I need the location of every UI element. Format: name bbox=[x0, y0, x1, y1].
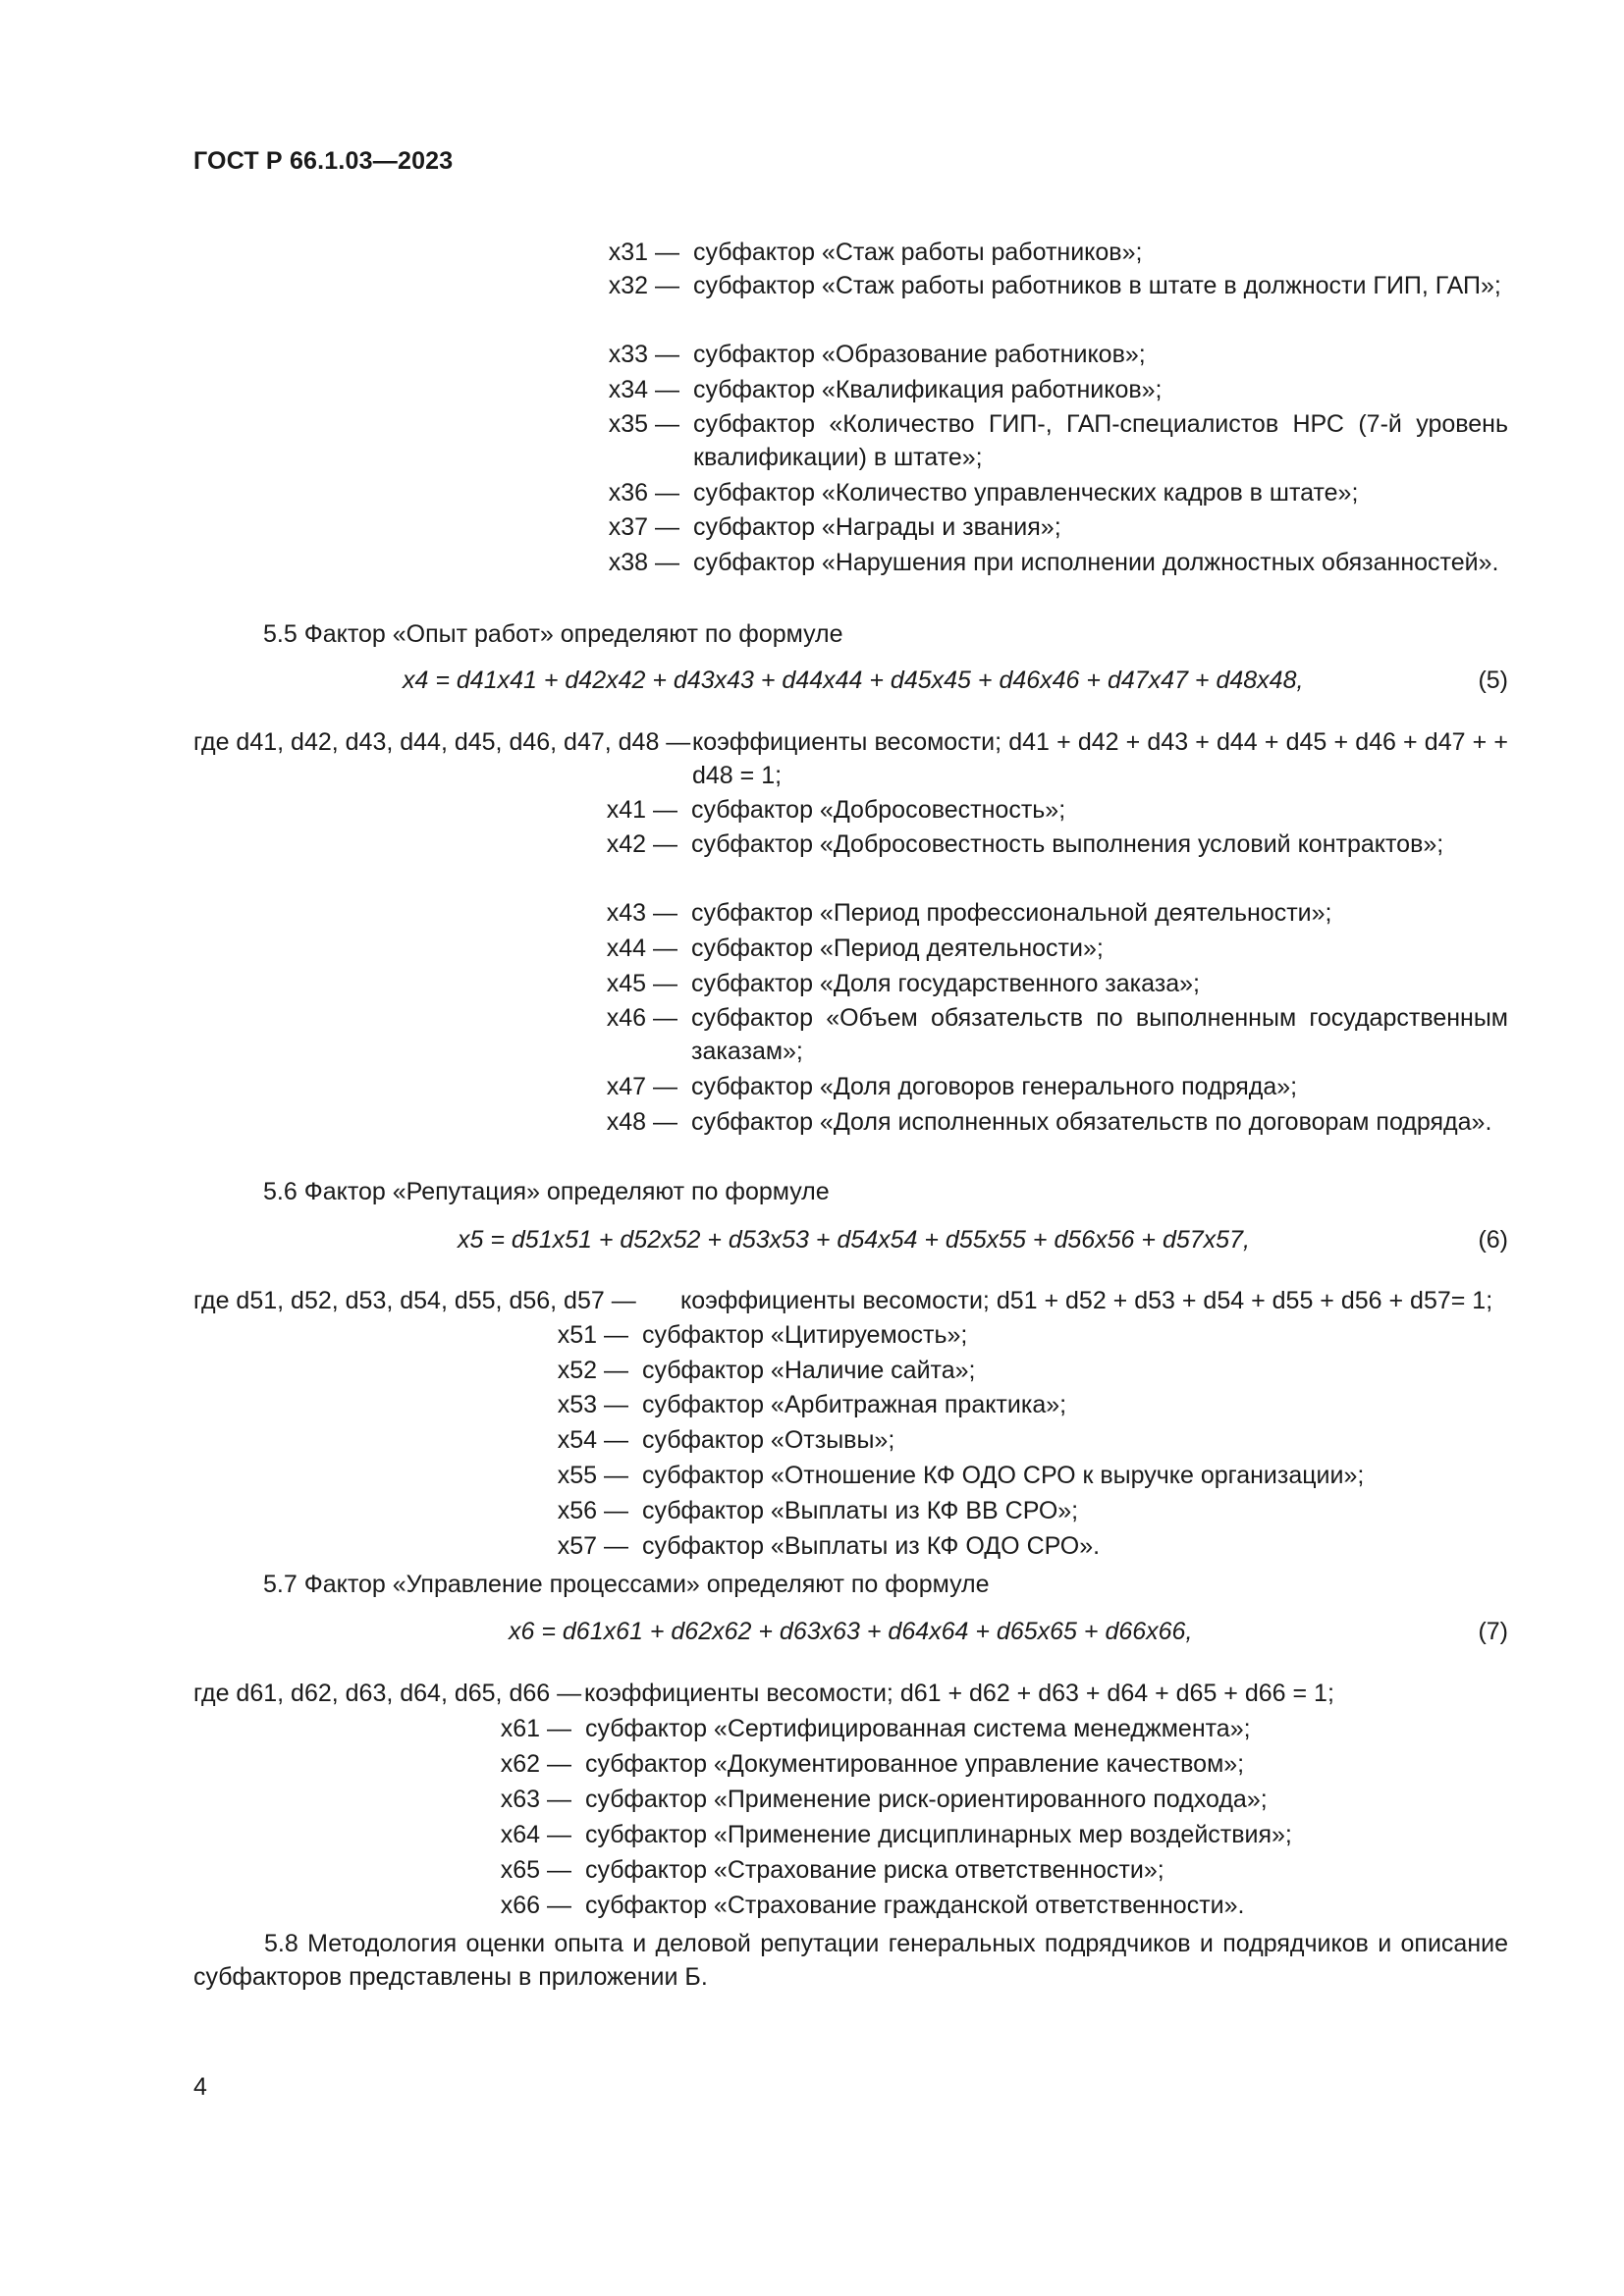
definition-row bbox=[558, 1388, 1508, 1421]
def-text: субфактор «Отзывы»; bbox=[642, 1426, 895, 1454]
def-text: субфактор «Сертифицированная система менеджмента»; bbox=[585, 1715, 1251, 1742]
coefficient-definition bbox=[193, 725, 1508, 792]
definition-row bbox=[501, 1747, 1508, 1781]
def-term: x57 — bbox=[557, 1532, 628, 1560]
def-term: x65 — bbox=[500, 1856, 571, 1884]
def-term: x56 — bbox=[557, 1497, 628, 1524]
def-text: субфактор «Доля договоров генерального подряда»; bbox=[691, 1073, 1298, 1100]
def-text: субфактор «Выплаты из КФ ОДО СРО». bbox=[642, 1532, 1101, 1560]
def-term: x62 — bbox=[500, 1750, 571, 1778]
def-text: субфактор «Применение риск-ориентированного подхода»; bbox=[585, 1786, 1268, 1813]
def-text: субфактор «Отношение КФ ОДО СРО к выручке организации»; bbox=[642, 1462, 1365, 1489]
formula-7-row bbox=[509, 1615, 1508, 1648]
def-term: x48 — bbox=[606, 1108, 677, 1136]
paragraph-5-7: 5.7 Фактор «Управление процессами» определяют по формуле bbox=[263, 1571, 990, 1598]
def-term: где d61, d62, d63, d64, d65, d66 — bbox=[193, 1680, 582, 1707]
definition-row bbox=[558, 1354, 1508, 1387]
def-term: x63 — bbox=[500, 1786, 571, 1813]
paragraph-5-8: 5.8 Методология оценки опыта и деловой репутации генеральных подрядчиков и подрядчиков и описание субфакторов представлены в приложении Б. bbox=[193, 1930, 1508, 1991]
def-text: коэффициенты весомости; d51 + d52 + d53 + d54 + d55 + d56 + d57= 1; bbox=[680, 1287, 1493, 1314]
paragraph-5-5: 5.5 Фактор «Опыт работ» определяют по формуле bbox=[263, 620, 843, 648]
formula-6: x5 = d51x51 + d52x52 + d53x53 + d54x54 + d55x55 + d56x56 + d57x57, bbox=[458, 1226, 1250, 1254]
definition-row bbox=[607, 1001, 1508, 1068]
definition-row bbox=[501, 1783, 1508, 1816]
def-term: x51 — bbox=[557, 1321, 628, 1349]
def-term: x36 — bbox=[608, 479, 679, 507]
def-text: субфактор «Образование работников»; bbox=[693, 341, 1146, 368]
definition-row bbox=[501, 1818, 1508, 1851]
def-text: субфактор «Квалификация работников»; bbox=[693, 376, 1163, 403]
def-term: где d51, d52, d53, d54, d55, d56, d57 — bbox=[193, 1287, 636, 1314]
def-term: x37 — bbox=[608, 513, 679, 541]
definition-row bbox=[607, 1070, 1508, 1103]
def-term: x45 — bbox=[606, 970, 677, 997]
formula-5: x4 = d41x41 + d42x42 + d43x43 + d44x44 + d45x45 + d46x46 + d47x47 + d48x48, bbox=[403, 667, 1304, 694]
def-text: субфактор «Страхование гражданской ответственности». bbox=[585, 1892, 1245, 1919]
definition-row bbox=[607, 967, 1508, 1000]
definition-row bbox=[609, 338, 1508, 371]
def-text: субфактор «Награды и звания»; bbox=[693, 513, 1061, 541]
definition-row bbox=[609, 407, 1508, 474]
definition-row bbox=[607, 896, 1508, 930]
def-term: x33 — bbox=[608, 341, 679, 368]
def-term: x64 — bbox=[500, 1821, 571, 1848]
def-text: субфактор «Количество ГИП-, ГАП-специалистов НРС (7-й уровень квалификации) в штате»; bbox=[693, 410, 1508, 471]
definition-row bbox=[558, 1423, 1508, 1457]
def-text: субфактор «Нарушения при исполнении должностных обязанностей». bbox=[693, 549, 1499, 576]
def-text: субфактор «Страхование риска ответственности»; bbox=[585, 1856, 1164, 1884]
def-term: x44 — bbox=[606, 934, 677, 962]
def-term: x66 — bbox=[500, 1892, 571, 1919]
def-term: x61 — bbox=[500, 1715, 571, 1742]
def-term: x53 — bbox=[557, 1391, 628, 1418]
def-term: x46 — bbox=[606, 1004, 677, 1032]
definition-row bbox=[609, 476, 1508, 509]
formula-7: x6 = d61x61 + d62x62 + d63x63 + d64x64 + d65x65 + d66x66, bbox=[509, 1618, 1193, 1645]
def-term: x35 — bbox=[608, 410, 679, 438]
def-text: субфактор «Цитируемость»; bbox=[642, 1321, 968, 1349]
page-number: 4 bbox=[193, 2073, 207, 2101]
def-term: x54 — bbox=[557, 1426, 628, 1454]
formula-5-number: (5) bbox=[1478, 667, 1508, 694]
def-text: субфактор «Количество управленческих кадров в штате»; bbox=[693, 479, 1359, 507]
definition-row bbox=[558, 1459, 1508, 1492]
def-term: x42 — bbox=[606, 830, 677, 858]
definition-row bbox=[609, 236, 1508, 269]
def-term: x47 — bbox=[606, 1073, 677, 1100]
def-text: коэффициенты весомости; d61 + d62 + d63 + d64 + d65 + d66 = 1; bbox=[584, 1680, 1334, 1707]
def-text: субфактор «Выплаты из КФ ВВ СРО»; bbox=[642, 1497, 1079, 1524]
def-term: x55 — bbox=[557, 1462, 628, 1489]
formula-6-number: (6) bbox=[1478, 1226, 1508, 1254]
definition-row bbox=[609, 269, 1508, 336]
def-term: где d41, d42, d43, d44, d45, d46, d47, d48 — bbox=[193, 728, 691, 756]
def-text: субфактор «Документированное управление качеством»; bbox=[585, 1750, 1245, 1778]
def-text: субфактор «Период деятельности»; bbox=[691, 934, 1104, 962]
def-text: субфактор «Стаж работы работников»; bbox=[693, 239, 1143, 266]
def-text: субфактор «Доля исполненных обязательств по договорам подряда». bbox=[691, 1108, 1492, 1136]
def-term: x43 — bbox=[606, 899, 677, 927]
def-term: x34 — bbox=[608, 376, 679, 403]
def-text: субфактор «Стаж работы работников в штате в должности ГИП, ГАП»; bbox=[693, 272, 1501, 299]
def-text: субфактор «Наличие сайта»; bbox=[642, 1357, 976, 1384]
definition-row bbox=[609, 373, 1508, 406]
definition-row bbox=[609, 546, 1508, 613]
def-term: x31 — bbox=[608, 239, 679, 266]
coefficient-definition bbox=[193, 1284, 1508, 1317]
def-term: x32 — bbox=[608, 272, 679, 299]
definition-row bbox=[607, 932, 1508, 965]
coefficient-definition bbox=[193, 1677, 1508, 1710]
formula-6-row bbox=[458, 1223, 1508, 1256]
definition-row bbox=[607, 793, 1508, 827]
def-term: x38 — bbox=[608, 549, 679, 576]
paragraph-5-6: 5.6 Фактор «Репутация» определяют по формуле bbox=[263, 1178, 830, 1205]
definition-row bbox=[609, 510, 1508, 544]
def-text: субфактор «Доля государственного заказа»; bbox=[691, 970, 1200, 997]
document-header: ГОСТ Р 66.1.03—2023 bbox=[193, 147, 454, 175]
def-text: субфактор «Период профессиональной деятельности»; bbox=[691, 899, 1332, 927]
definition-row bbox=[607, 828, 1508, 894]
definition-row bbox=[558, 1494, 1508, 1527]
def-text: субфактор «Объем обязательств по выполненным государственным заказам»; bbox=[691, 1004, 1508, 1065]
definition-row bbox=[501, 1889, 1508, 1922]
def-text: субфактор «Арбитражная практика»; bbox=[642, 1391, 1067, 1418]
definition-row bbox=[558, 1318, 1508, 1352]
def-term: x52 — bbox=[557, 1357, 628, 1384]
definition-row bbox=[501, 1853, 1508, 1887]
def-text: субфактор «Применение дисциплинарных мер воздействия»; bbox=[585, 1821, 1292, 1848]
definition-row bbox=[558, 1529, 1508, 1563]
formula-5-row bbox=[403, 664, 1508, 697]
def-text: субфактор «Добросовестность»; bbox=[691, 796, 1066, 824]
def-text: коэффициенты весомости; d41 + d42 + d43 + d44 + d45 + d46 + d47 + + d48 = 1; bbox=[692, 728, 1508, 789]
formula-7-number: (7) bbox=[1478, 1618, 1508, 1645]
definition-row bbox=[607, 1105, 1508, 1172]
def-term: x41 — bbox=[606, 796, 677, 824]
def-text: субфактор «Добросовестность выполнения условий контрактов»; bbox=[691, 830, 1444, 858]
definition-row bbox=[501, 1712, 1508, 1745]
